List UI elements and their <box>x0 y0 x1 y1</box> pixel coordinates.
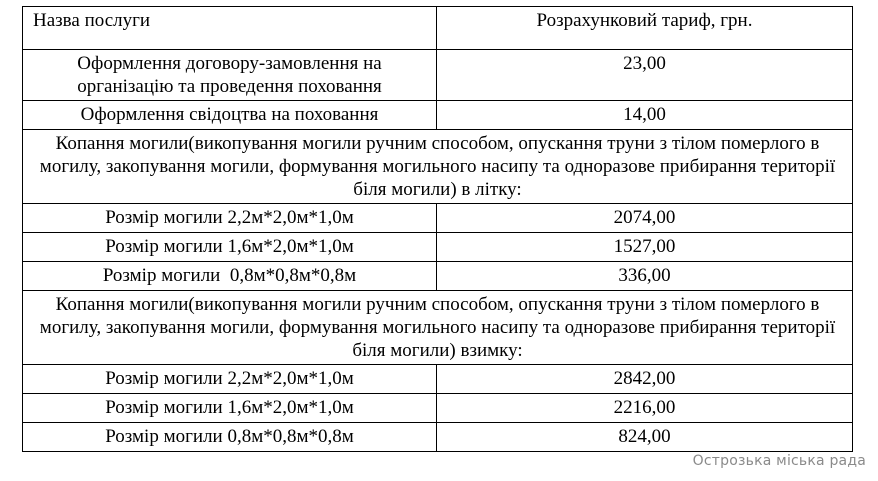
grave-size-cell: Розмір могили 0,8м*0,8м*0,8м <box>23 262 437 291</box>
table-row <box>23 423 853 452</box>
tariff-value-cell: 2842,00 <box>437 365 853 394</box>
summer-section-title-row <box>23 130 853 204</box>
summer-section-title: Копання могили(викопування могили ручним способом, опускання труни з тілом померлого в могилу, закопування могили, формування могильного насипу та одноразове прибирання території біля могили) в літку: <box>23 130 853 204</box>
tariff-value-cell: 1527,00 <box>437 233 853 262</box>
header-tariff: Розрахунковий тариф, грн. <box>437 7 853 50</box>
table-row <box>23 101 853 130</box>
grave-size-cell: Розмір могили 1,6м*2,0м*1,0м <box>23 233 437 262</box>
watermark: Острозька міська рада <box>692 453 866 469</box>
tariff-value-cell: 2216,00 <box>437 394 853 423</box>
table-row <box>23 262 853 291</box>
tariff-table <box>22 6 853 452</box>
tariff-value-cell: 14,00 <box>437 101 853 130</box>
winter-section-title: Копання могили(викопування могили ручним способом, опускання труни з тілом померлого в могилу, закопування могили, формування могильного насипу та одноразове прибирання території біля могили) взимку: <box>23 291 853 365</box>
tariff-value-cell: 23,00 <box>437 50 853 101</box>
tariff-value-cell: 2074,00 <box>437 204 853 233</box>
tariff-value-cell: 824,00 <box>437 423 853 452</box>
winter-section-title-row <box>23 291 853 365</box>
grave-size-cell: Розмір могили 1,6м*2,0м*1,0м <box>23 394 437 423</box>
table-row <box>23 204 853 233</box>
tariff-value-cell: 336,00 <box>437 262 853 291</box>
table-header-row <box>23 7 853 50</box>
service-name-cell: Оформлення договору-замовлення на організацію та проведення поховання <box>23 50 437 101</box>
table-row <box>23 50 853 101</box>
grave-size-cell: Розмір могили 2,2м*2,0м*1,0м <box>23 365 437 394</box>
grave-size-cell: Розмір могили 0,8м*0,8м*0,8м <box>23 423 437 452</box>
header-service-name: Назва послуги <box>23 7 437 50</box>
service-name-cell: Оформлення свідоцтва на поховання <box>23 101 437 130</box>
grave-size-cell: Розмір могили 2,2м*2,0м*1,0м <box>23 204 437 233</box>
table-row <box>23 233 853 262</box>
table-row <box>23 394 853 423</box>
table-row <box>23 365 853 394</box>
